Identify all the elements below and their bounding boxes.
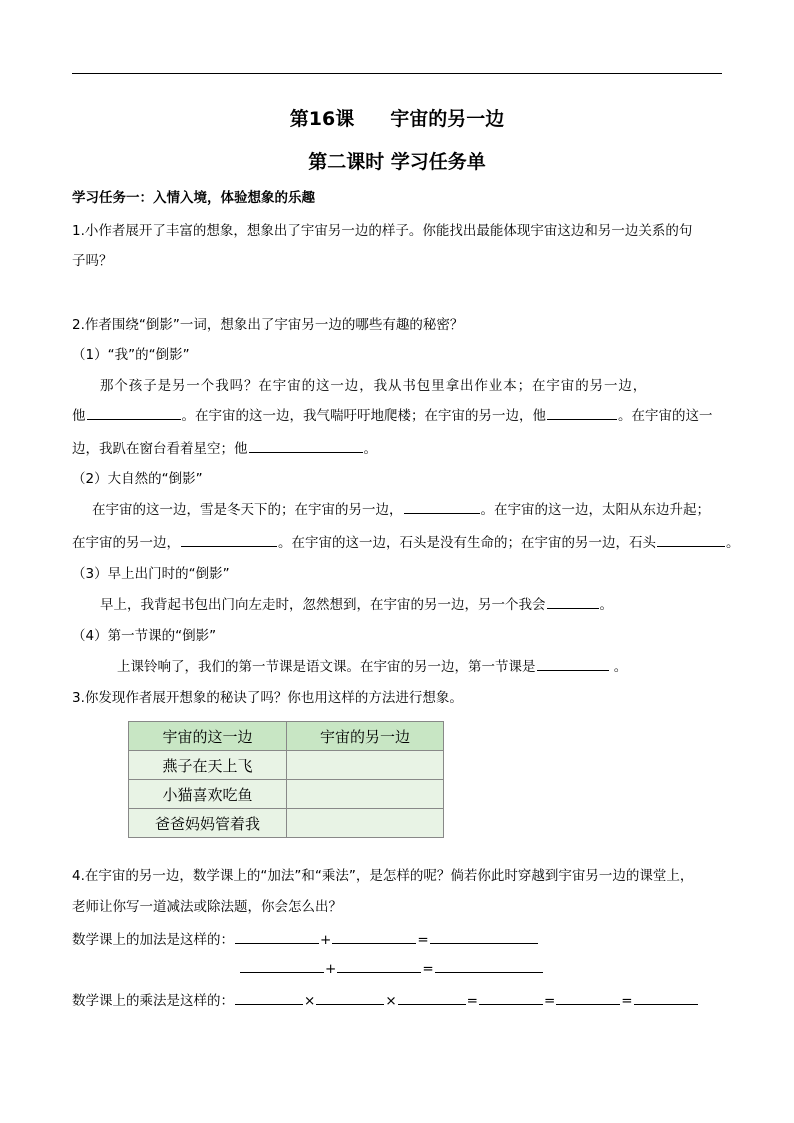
answer-blank[interactable] — [547, 594, 599, 609]
answer-blank[interactable] — [435, 958, 543, 973]
table-header-row — [129, 722, 444, 751]
section-1-line-3: 边，我趴在窗台看着星空；他 。 — [72, 437, 377, 457]
answer-blank[interactable] — [547, 405, 617, 420]
answer-blank[interactable] — [87, 405, 181, 420]
lesson-name: 宇宙的另一边 — [390, 108, 505, 130]
answer-blank[interactable] — [337, 958, 421, 973]
table-row — [129, 809, 444, 838]
addition-line-1: 数学课上的加法是这样的： + = — [72, 928, 539, 948]
answer-cell[interactable] — [287, 780, 444, 809]
section-1-line-2: 他 。在宇宙的这一边，我气喘吁吁地爬楼；在宇宙的另一边，他 。在宇宙的这一 — [72, 404, 713, 424]
section-3-line-1: 早上，我背起书包出门向左走时，忽然想到，在宇宙的另一边，另一个我会 。 — [100, 593, 613, 613]
table-cell: 爸爸妈妈管着我 — [129, 809, 287, 838]
table-cell: 小猫喜欢吃鱼 — [129, 780, 287, 809]
question-1-line-1: 1.小作者展开了丰富的想象，想象出了宇宙另一边的样子。你能找出最能体现宇宙这边和另一边关系的句 — [72, 223, 693, 239]
answer-blank[interactable] — [398, 990, 466, 1005]
question-3: 3.你发现作者展开想象的秘诀了吗？你也用这样的方法进行想象。 — [72, 690, 463, 706]
answer-blank[interactable] — [235, 929, 319, 944]
multiplication-line: 数学课上的乘法是这样的： × × = = = — [72, 989, 699, 1009]
section-1-title: （1）“我”的“倒影” — [72, 347, 190, 363]
answer-blank[interactable] — [235, 990, 303, 1005]
section-2-line-2: 在宇宙的另一边， 。在宇宙的这一边，石头是没有生命的；在宇宙的另一边，石头 。 — [72, 531, 740, 551]
answer-blank[interactable] — [430, 929, 538, 944]
header-rule — [72, 73, 722, 74]
answer-blank[interactable] — [479, 990, 543, 1005]
answer-blank[interactable] — [657, 532, 725, 547]
page-subtitle: 第二课时 学习任务单 — [308, 151, 486, 173]
table-header: 宇宙的这一边 — [129, 722, 287, 751]
table-header: 宇宙的另一边 — [287, 722, 444, 751]
answer-blank[interactable] — [316, 990, 384, 1005]
section-1-line-1: 那个孩子是另一个我吗？在宇宙的这一边，我从书包里拿出作业本；在宇宙的另一边， — [100, 378, 648, 394]
section-3-title: （3）早上出门时的“倒影” — [72, 566, 230, 582]
lesson-number: 第16课 — [289, 108, 355, 130]
answer-blank[interactable] — [249, 438, 363, 453]
section-4-title: （4）第一节课的“倒影” — [72, 628, 217, 644]
table-row — [129, 751, 444, 780]
question-4-line-2: 老师让你写一道减法或除法题，你会怎么出？ — [72, 899, 342, 915]
task-heading: 学习任务一：入情入境，体验想象的乐趣 — [72, 190, 315, 206]
answer-blank[interactable] — [537, 656, 609, 671]
answer-blank[interactable] — [240, 958, 324, 973]
section-4-line-1: 上课铃响了，我们的第一节课是语文课。在宇宙的另一边，第一节课是 。 — [117, 655, 627, 675]
page-title — [0, 104, 794, 131]
table-row — [129, 780, 444, 809]
section-2-line-1: 在宇宙的这一边，雪是冬天下的；在宇宙的另一边， 。在宇宙的这一边，太阳从东边升起； — [92, 498, 710, 518]
question-2: 2.作者围绕“倒影”一词，想象出了宇宙另一边的哪些有趣的秘密？ — [72, 317, 464, 333]
answer-blank[interactable] — [332, 929, 416, 944]
table-cell: 燕子在天上飞 — [129, 751, 287, 780]
question-1-line-2: 子吗？ — [72, 253, 113, 269]
imagination-table — [128, 721, 444, 838]
answer-blank[interactable] — [181, 532, 277, 547]
answer-cell[interactable] — [287, 751, 444, 780]
answer-blank[interactable] — [556, 990, 620, 1005]
answer-blank[interactable] — [634, 990, 698, 1005]
addition-line-2: + = — [239, 958, 544, 977]
answer-blank[interactable] — [404, 499, 480, 514]
question-4-line-1: 4.在宇宙的另一边，数学课上的“加法”和“乘法”，是怎样的呢？倘若你此时穿越到宇宙另一边的课堂上， — [72, 868, 694, 884]
section-2-title: （2）大自然的“倒影” — [72, 471, 203, 487]
answer-cell[interactable] — [287, 809, 444, 838]
